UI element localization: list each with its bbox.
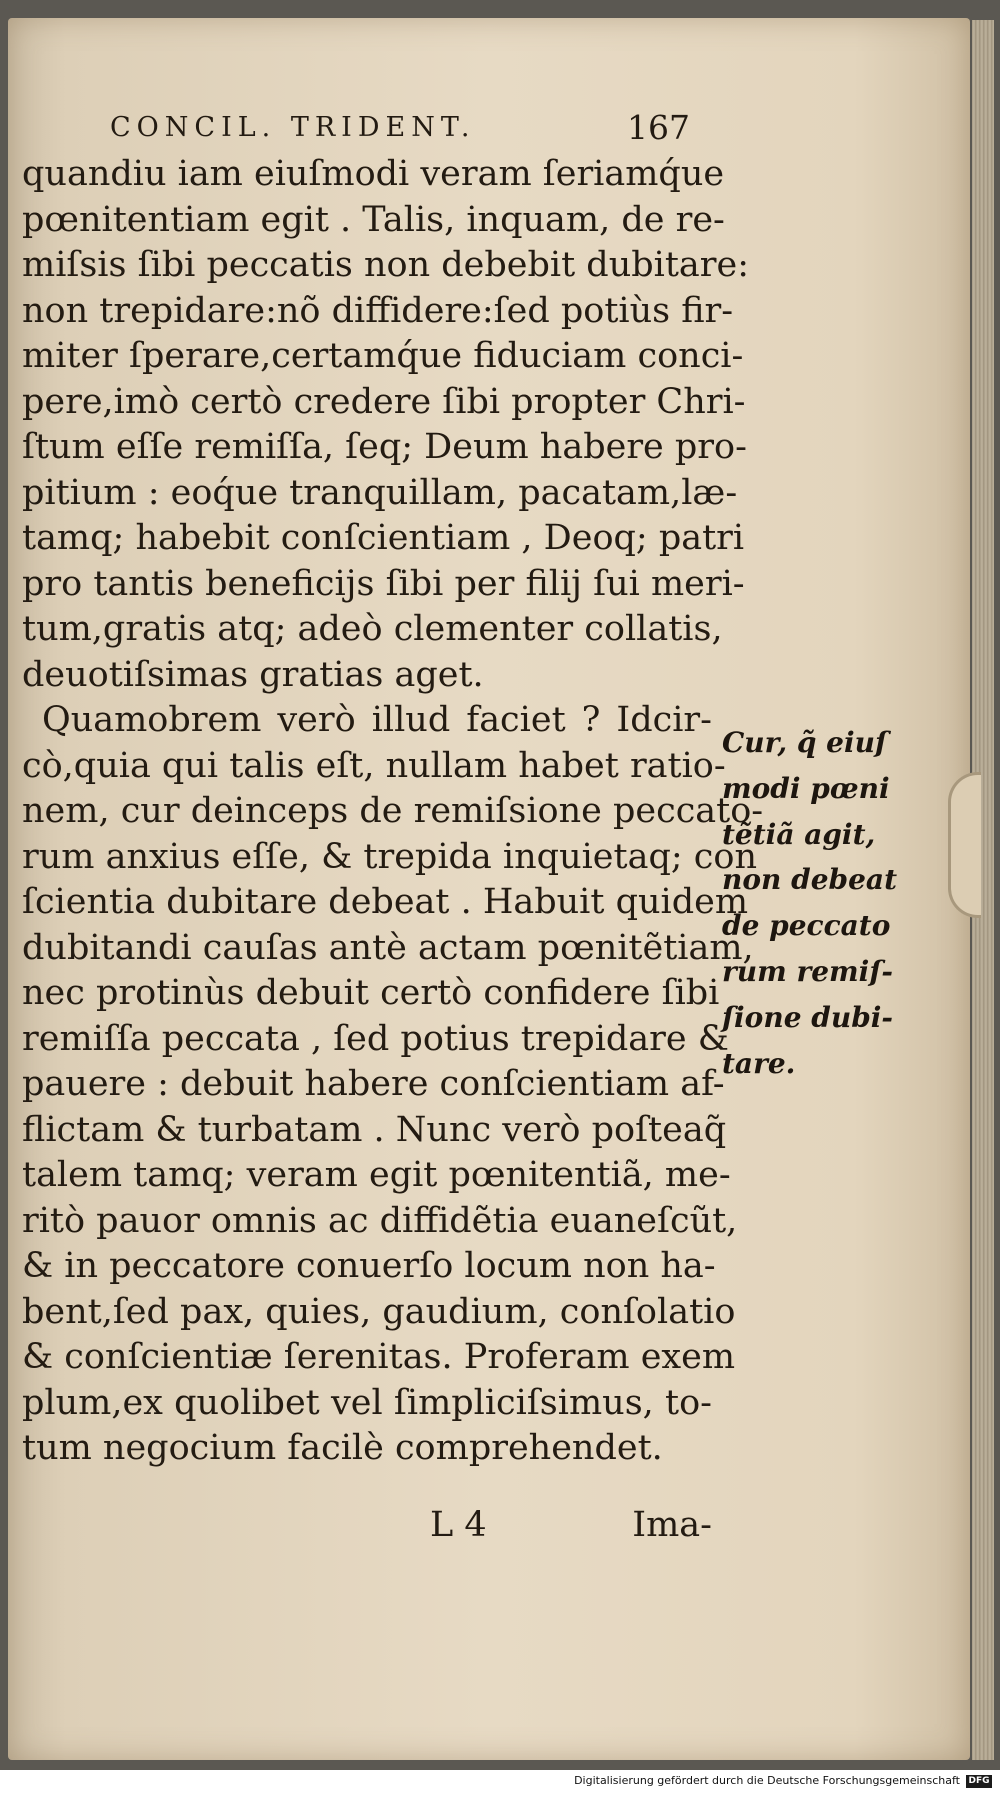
text-line: rum anxius eſſe, & trepida inquietaq; con [22, 836, 757, 877]
text-line: & in peccatore conuerſo locum non ha- [22, 1246, 716, 1286]
text-line: pro tantis beneficijs ſibi per filij ſui meri- [22, 563, 745, 604]
footer-credit: Digitalisierung gefördert durch die Deutsche Forschungsgemeinschaft [574, 1774, 960, 1787]
text-line: ſtum eſſe remiſſa, ſeq; Deum habere pro- [22, 427, 747, 467]
text-line: ſcientia dubitare debeat . Habuit quidem [22, 882, 749, 922]
text-line: & conſcientiæ ſerenitas. Proferam exem [22, 1337, 736, 1377]
margin-note [722, 720, 897, 1086]
margin-note-line: Cur, q̃ eiuſ [722, 726, 888, 759]
text-line: flictam & turbatam . Nunc verò poſteaq̃ [22, 1109, 727, 1150]
body-text [22, 152, 764, 1472]
text-line: deuotiſsimas gratias aget. [22, 654, 484, 695]
text-line: dubitandi cauſas antè actam pœnitẽtiam, [22, 927, 754, 968]
text-line: miter ſperare,certamq́ue fiduciam conci- [22, 336, 744, 376]
margin-note-line: de peccato [722, 909, 891, 943]
text-line: tum negocium facilè comprehendet. [22, 1428, 663, 1468]
running-head [110, 108, 690, 158]
signature-mark: L 4 [430, 1505, 487, 1545]
text-line: nem, cur deinceps de remiſsione peccato- [22, 791, 764, 831]
text-line: plum,ex quolibet vel ſimpliciſsimus, to- [22, 1382, 712, 1423]
text-line: miſsis ſibi peccatis non debebit dubitare: [22, 245, 750, 285]
text-line: pitium : eoq́ue tranquillam, pacatam,læ- [22, 472, 738, 513]
text-line: remiſſa peccata , ſed potius trepidare & [22, 1018, 729, 1059]
text-line: nec protinùs debuit certò confidere ſibi [22, 973, 720, 1013]
text-line: cò,quia qui talis eſt, nullam habet ratio- [22, 745, 726, 786]
text-line: tamq; habebit conſcientiam , Deoq; patri [22, 518, 745, 558]
page-tab-mark [948, 772, 981, 918]
margin-note-line: tẽtiã agit, [722, 817, 876, 851]
margin-note-line: non debeat [722, 863, 897, 897]
text-line: talem tamq; veram egit pœnitentiã, me- [22, 1155, 731, 1195]
margin-note-line: ſione dubi- [722, 1000, 894, 1034]
page-foot [430, 1505, 712, 1555]
text-line: tum,gratis atq; adeò clementer collatis, [22, 609, 723, 649]
page-number: 167 [627, 108, 690, 147]
margin-note-line: rum remiſ- [722, 954, 893, 988]
running-head-title: CONCIL. TRIDENT. [110, 112, 476, 143]
margin-note-line: tare. [722, 1046, 796, 1080]
text-line: Quamobrem verò illud faciet ? Idcir- [42, 700, 712, 740]
text-line: ritò pauor omnis ac diffidẽtia euaneſcũt, [22, 1200, 738, 1241]
margin-note-line: modi pœni [722, 771, 890, 805]
text-line: pœnitentiam egit . Talis, inquam, de re- [22, 199, 725, 240]
text-line: pere,imò certò credere ſibi propter Chri- [22, 381, 746, 422]
catchword: Ima- [632, 1505, 712, 1545]
digitization-footer [0, 1770, 1000, 1793]
text-line: quandiu iam eiuſmodi veram ſeriamq́ue [22, 154, 725, 194]
text-line: pauere : debuit habere conſcientiam af- [22, 1064, 725, 1104]
text-line: bent,ſed pax, quies, gaudium, conſolatio [22, 1291, 736, 1332]
dfg-logo: DFG [966, 1775, 992, 1788]
text-line: non trepidare:nõ diffidere:ſed potiùs fir- [22, 290, 734, 331]
